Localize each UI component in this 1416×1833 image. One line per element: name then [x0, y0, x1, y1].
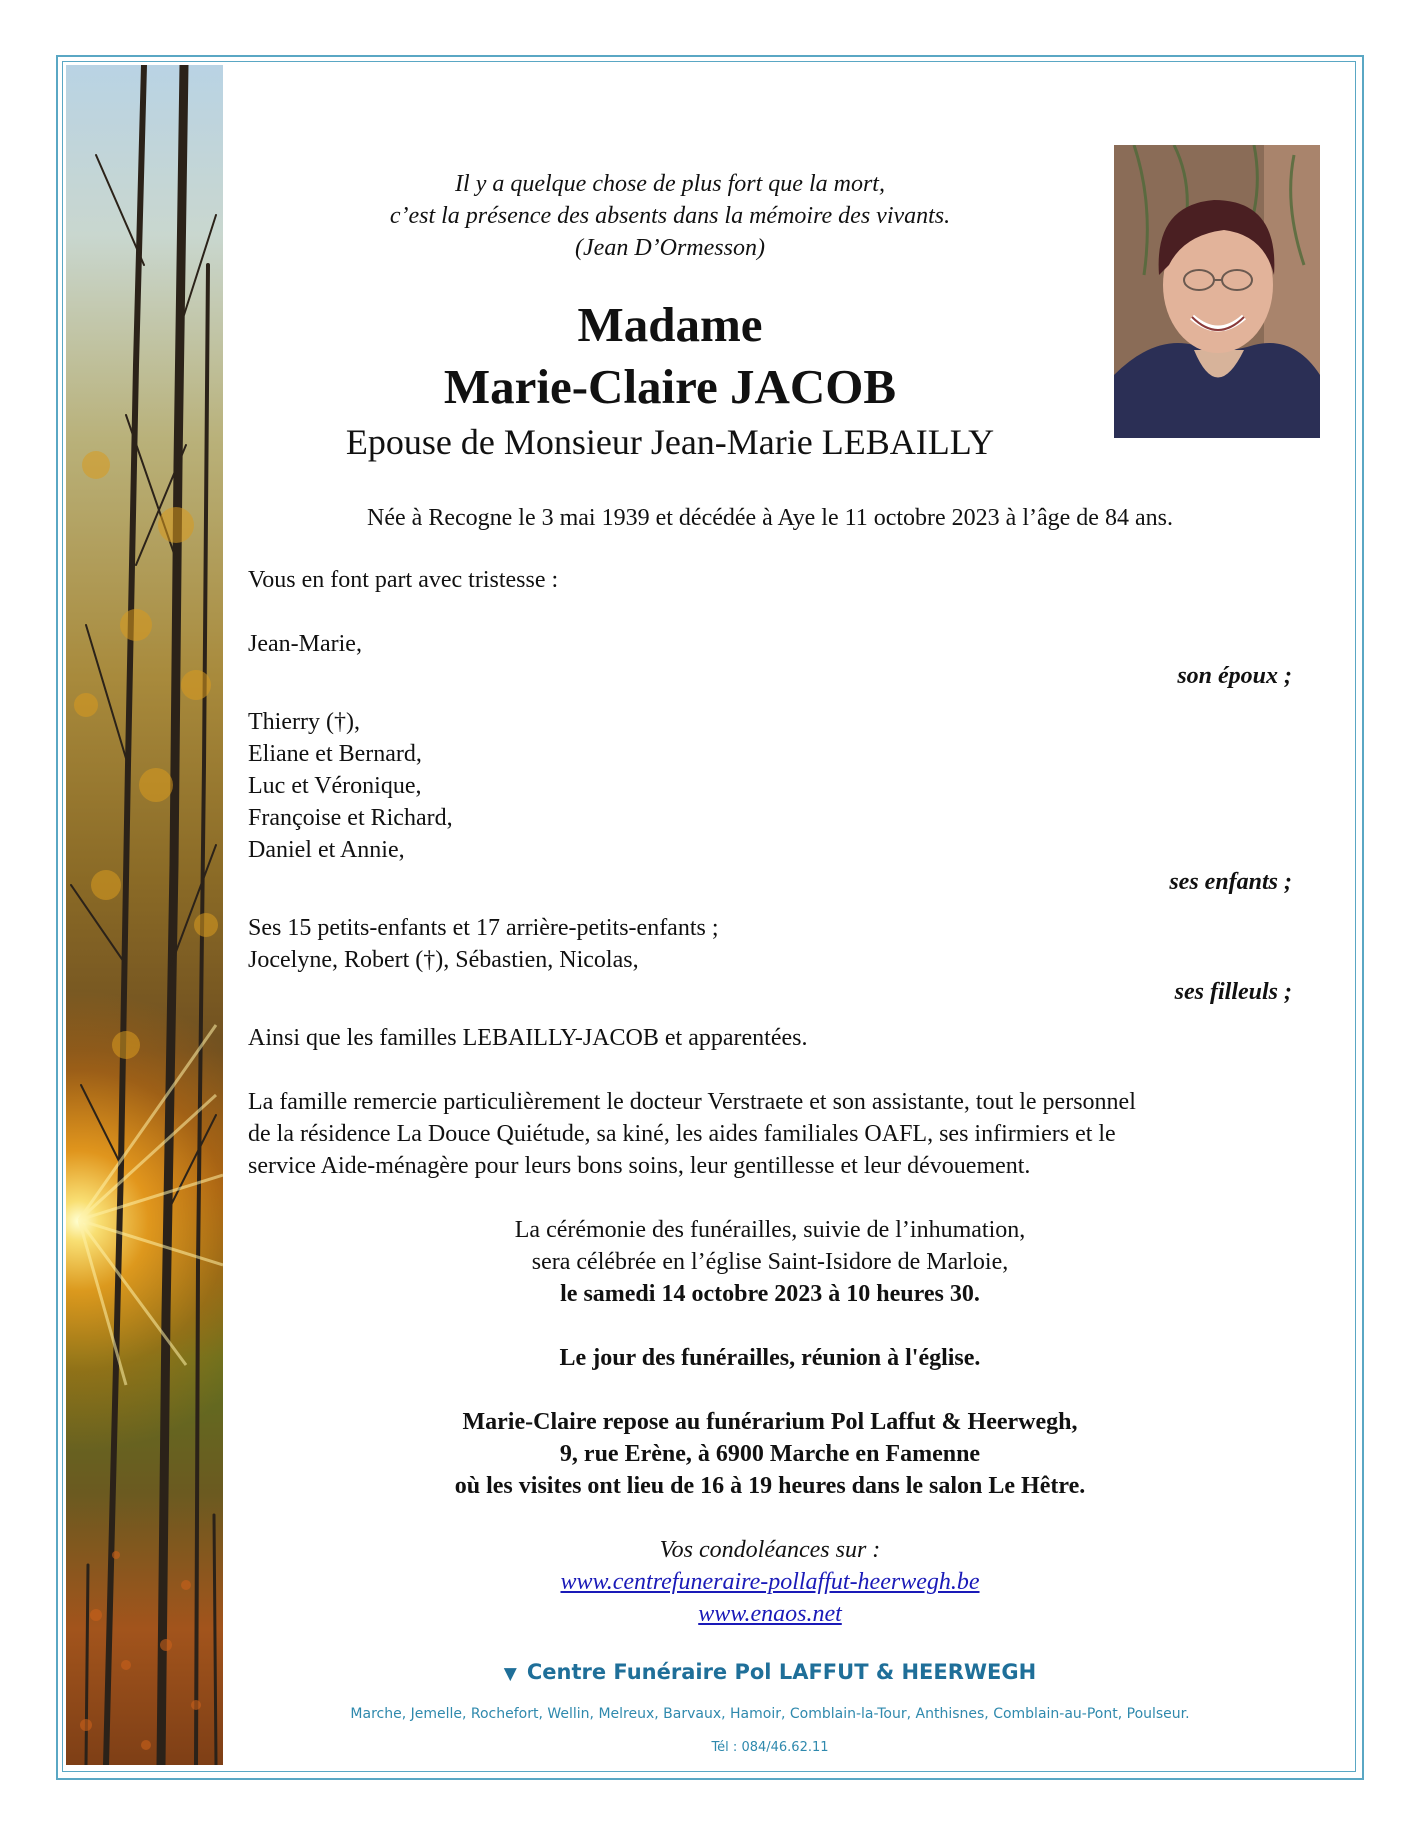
ceremony-line-2: sera célébrée en l’église Saint-Isidore de Marloie,	[531, 1249, 1009, 1275]
spouse-line: Epouse de Monsieur Jean-Marie LEBAILLY	[345, 422, 995, 462]
footer-company-name: Centre Funéraire Pol LAFFUT & HEERWEGH	[526, 1660, 1037, 1684]
condolences-link-1[interactable]: www.centrefuneraire-pollaffut-heerwegh.be	[560, 1569, 980, 1595]
ceremony-meeting: Le jour des funérailles, réunion à l'église.	[559, 1345, 981, 1371]
child-item: Luc et Véronique,	[248, 773, 422, 799]
condolences-link-1-wrap	[240, 1566, 1300, 1598]
triangle-down-icon: ▼	[503, 1664, 517, 1684]
announcement-intro: Vous en font part avec tristesse :	[248, 567, 559, 593]
grandchildren-line: Ses 15 petits-enfants et 17 arrière-petits-enfants ;	[248, 915, 719, 941]
quote-author: (Jean D’Ormesson)	[575, 235, 765, 261]
godchildren-role: ses filleuls ;	[1174, 979, 1292, 1005]
funeral-home-line-2: 9, rue Erène, à 6900 Marche en Famenne	[559, 1441, 981, 1467]
children-role: ses enfants ;	[1169, 869, 1292, 895]
deceased-name: Marie-Claire JACOB	[443, 359, 897, 414]
child-item: Françoise et Richard,	[248, 805, 453, 831]
thanks-line-3: service Aide-ménagère pour leurs bons soins, leur gentillesse et leur dévouement.	[248, 1153, 1031, 1179]
funeral-home-line-3: où les visites ont lieu de 16 à 19 heures dans le salon Le Hêtre.	[454, 1473, 1086, 1499]
child-item: Eliane et Bernard,	[248, 741, 422, 767]
portrait-photo	[1114, 145, 1320, 438]
spouse-name: Jean-Marie,	[248, 631, 362, 657]
condolences-link-2-wrap	[240, 1598, 1300, 1630]
condolences-link-2[interactable]: www.enaos.net	[698, 1601, 842, 1627]
thanks-line-1: La famille remercie particulièrement le docteur Verstraete et son assistante, tout le personnel	[248, 1089, 1136, 1115]
child-item: Daniel et Annie,	[248, 837, 405, 863]
godchildren-line: Jocelyne, Robert (†), Sébastien, Nicolas,	[248, 947, 639, 973]
quote-line-1: Il y a quelque chose de plus fort que la mort,	[455, 171, 885, 197]
birth-death-line: Née à Recogne le 3 mai 1939 et décédée à Aye le 11 octobre 2023 à l’âge de 84 ans.	[367, 505, 1173, 531]
spouse-role: son époux ;	[1177, 663, 1292, 689]
families-line: Ainsi que les familles LEBAILLY-JACOB et apparentées.	[248, 1025, 808, 1051]
quote-line-2: c’est la présence des absents dans la mémoire des vivants.	[389, 203, 951, 229]
condolences-label: Vos condoléances sur :	[659, 1537, 881, 1563]
autumn-forest-image	[66, 65, 223, 1765]
honorific-title: Madame	[577, 297, 763, 352]
footer-phone: Tél : 084/46.62.11	[711, 1740, 829, 1755]
funeral-home-line-1: Marie-Claire repose au funérarium Pol Laffut & Heerwegh,	[462, 1409, 1078, 1435]
child-item: Thierry (†),	[248, 709, 360, 735]
footer-towns: Marche, Jemelle, Rochefort, Wellin, Melreux, Barvaux, Hamoir, Comblain-la-Tour, Anthisnes, Comblain-au-Pont, Poulseur.	[350, 1706, 1190, 1722]
ceremony-date: le samedi 14 octobre 2023 à 10 heures 30.	[560, 1281, 980, 1307]
ceremony-line-1: La cérémonie des funérailles, suivie de l’inhumation,	[514, 1217, 1026, 1243]
footer-company	[240, 1660, 1300, 1684]
thanks-line-2: de la résidence La Douce Quiétude, sa kiné, les aides familiales OAFL, ses infirmiers et le	[248, 1121, 1116, 1147]
